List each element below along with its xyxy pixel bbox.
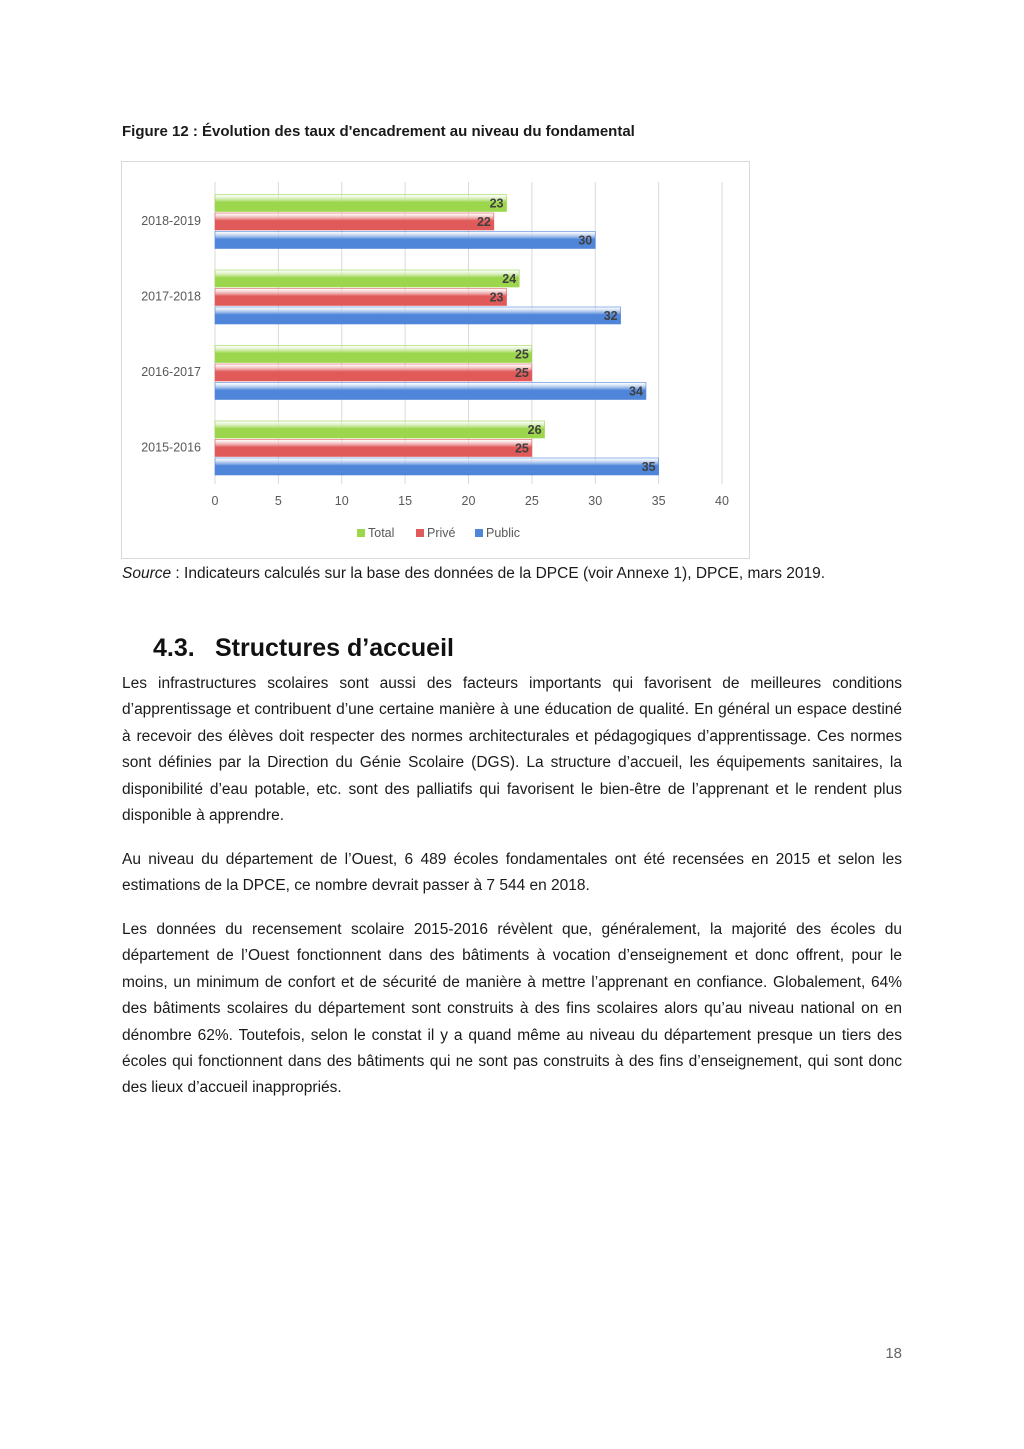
bar [215, 364, 532, 381]
paragraph: Au niveau du département de l’Ouest, 6 489 écoles fondamentales ont été recensées en 2015 et selon les estimations de la DPCE, ce nombre devrait passer à 7 544 en 2018. [122, 851, 902, 895]
x-tick-label: 35 [651, 494, 666, 508]
data-label: 25 [514, 347, 529, 362]
bar [215, 213, 494, 230]
data-label: 24 [502, 271, 517, 286]
bar [215, 383, 646, 400]
x-tick-label: 40 [715, 494, 729, 508]
figure-caption: Figure 12 : Évolution des taux d'encadrement au niveau du fondamental [122, 123, 635, 140]
data-label: 22 [476, 214, 491, 229]
legend-label: Public [486, 526, 521, 540]
category-label: 2016-2017 [141, 364, 201, 379]
section-number: 4.3. [153, 634, 195, 662]
legend-swatch [416, 529, 424, 537]
bar [215, 440, 532, 457]
bar [215, 421, 545, 438]
data-label: 30 [578, 233, 593, 248]
data-label: 26 [527, 422, 542, 437]
source-text: : Indicateurs calculés sur la base des données de la DPCE (voir Annexe 1), DPCE, mars 2019. [171, 565, 826, 582]
data-label: 25 [514, 441, 529, 456]
data-label: 34 [629, 384, 643, 399]
legend-swatch [475, 529, 483, 537]
data-label: 23 [489, 196, 504, 211]
legend-label: Privé [427, 526, 456, 540]
paragraph: Les données du recensement scolaire 2015-2016 révèlent que, généralement, la majorité des écoles du département de l’Ouest fonctionnent dans des bâtiments à vocation d’enseignement et donc offrent, pour le moins, un minimum de confort et de sécurité de manière à mettre l’apprenant en confiance. Globalement, 64% des bâtiments scolaires du département sont construits à des fins scolaires alors qu’au niveau national on en dénombre 62%. Toutefois, selon le constat il y a quand même au niveau du département presque un tiers des écoles qui fonctionnent dans des bâtiments qui ne sont pas construits à des fins d’enseignement, qui sont donc des lieux d’accueil inappropriés. [122, 921, 902, 1097]
figure-source [122, 565, 825, 583]
chart-svg [122, 162, 749, 558]
bar [215, 289, 507, 306]
x-tick-label: 25 [524, 494, 539, 508]
bar [215, 270, 519, 287]
data-label: 23 [489, 290, 504, 305]
bar-chart [121, 161, 750, 559]
bar [215, 232, 595, 249]
legend-swatch [357, 529, 365, 537]
section-heading [153, 634, 454, 663]
x-tick-label: 15 [398, 494, 413, 508]
x-tick-label: 0 [211, 494, 219, 508]
data-label: 25 [514, 365, 529, 380]
paragraph: Les infrastructures scolaires sont aussi des facteurs importants qui favorisent de meilleures conditions d’apprentissage et contribuent d’une certaine manière à une éducation de qualité. En général un espace destiné à recevoir des élèves doit respecter des normes architecturales et pédagogiques d’apprentissage. Ces normes sont définies par la Direction du Génie Scolaire (DGS). La structure d’accueil, les équipements sanitaires, la disponibilité d’eau potable, etc. sont des palliatifs qui favorisent le bien-être de l’apprenant et le rendent plus disponible à apprendre. [122, 675, 902, 825]
bar [215, 458, 659, 475]
page-number: 18 [885, 1345, 902, 1362]
x-tick-label: 5 [274, 494, 282, 508]
category-label: 2017-2018 [141, 289, 201, 304]
bar [215, 346, 532, 363]
data-label: 35 [641, 459, 656, 474]
section-title: Structures d’accueil [215, 634, 454, 662]
x-tick-label: 10 [334, 494, 349, 508]
legend-label: Total [368, 526, 395, 540]
bar [215, 307, 621, 324]
category-label: 2018-2019 [141, 213, 201, 228]
x-tick-label: 30 [588, 494, 603, 508]
bar [215, 195, 507, 212]
x-tick-label: 20 [461, 494, 476, 508]
data-label: 32 [603, 308, 618, 323]
category-label: 2015-2016 [141, 440, 201, 455]
source-label: Source [122, 565, 172, 582]
